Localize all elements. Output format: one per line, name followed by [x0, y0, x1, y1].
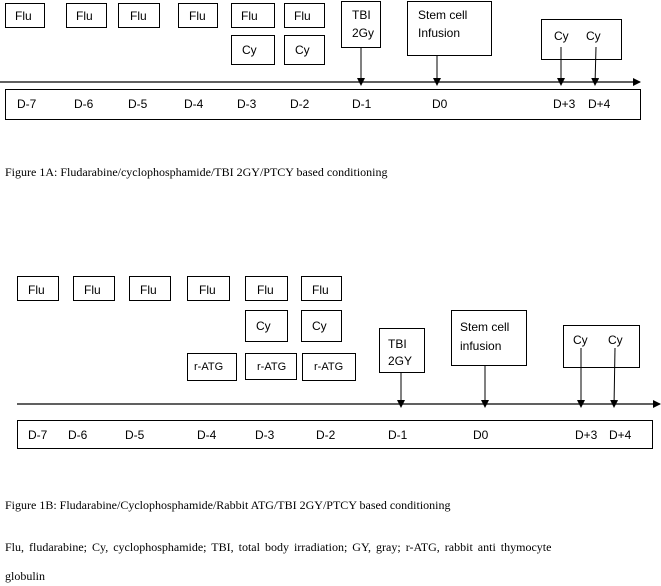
day-label: D+3: [553, 97, 576, 111]
flu-box: Flu: [17, 276, 59, 301]
flu-box: Flu: [66, 3, 107, 28]
day-label: D-7: [28, 428, 48, 442]
r-atg-box: r-ATG: [302, 353, 356, 381]
flu-box: Flu: [129, 276, 171, 301]
post-transplant-cy-box: Cy Cy: [541, 19, 622, 60]
flu-box: Flu: [5, 3, 45, 28]
flu-box: Flu: [231, 3, 275, 28]
flu-box: Flu: [301, 276, 342, 301]
day-label: D+4: [609, 428, 632, 442]
cy-box: Cy: [245, 310, 288, 342]
day-label: D-2: [290, 97, 310, 111]
day-label: D-6: [74, 97, 94, 111]
r-atg-box: r-ATG: [187, 353, 237, 381]
day-label: D-4: [197, 428, 217, 442]
footnote-line-1: Flu, fludarabine; Cy, cyclophosphamide; TBI, total body irradiation; GY, gray; r-ATG, rabbit anti thymocyte: [5, 540, 552, 554]
stem-cell-infusion-box: Stem cell Infusion: [407, 1, 492, 56]
stem-cell-infusion-box: Stem cell infusion: [451, 310, 527, 366]
day-label: D-4: [184, 97, 204, 111]
r-atg-box: r-ATG: [245, 353, 297, 380]
day-label: D-5: [128, 97, 148, 111]
day-label: D-5: [125, 428, 145, 442]
tbi-box: TBI 2Gy: [341, 1, 381, 48]
flu-box: Flu: [284, 3, 325, 28]
day-label: D-6: [68, 428, 88, 442]
footnote-line-2: globulin: [5, 569, 46, 583]
day-label: D-1: [352, 97, 372, 111]
cy-box: Cy: [284, 35, 325, 65]
day-label: D0: [473, 428, 489, 442]
post-transplant-cy-box: Cy Cy: [563, 325, 640, 368]
day-label: D-2: [316, 428, 336, 442]
caption-figure-1a: Figure 1A: Fludarabine/cyclophosphamide/TBI 2GY/PTCY based conditioning: [5, 165, 388, 179]
tbi-box: TBI 2GY: [379, 328, 425, 373]
day-label: D+4: [588, 97, 611, 111]
cy-arrow-d4: [595, 47, 596, 85]
flu-box: Flu: [245, 276, 288, 301]
cy-box: Cy: [301, 310, 342, 342]
flu-box: Flu: [178, 3, 218, 28]
day-label: D+3: [575, 428, 598, 442]
day-label: D0: [432, 97, 448, 111]
day-label: D-1: [388, 428, 408, 442]
day-label: D-3: [255, 428, 275, 442]
day-label: D-7: [17, 97, 37, 111]
flu-box: Flu: [187, 276, 230, 301]
cy-box: Cy: [231, 35, 275, 65]
flu-box: Flu: [73, 276, 115, 301]
flu-box: Flu: [118, 3, 160, 28]
day-label: D-3: [237, 97, 257, 111]
cy-arrow-d4: [614, 348, 615, 407]
caption-figure-1b: Figure 1B: Fludarabine/Cyclophosphamide/Rabbit ATG/TBI 2GY/PTCY based conditioning: [5, 498, 451, 512]
